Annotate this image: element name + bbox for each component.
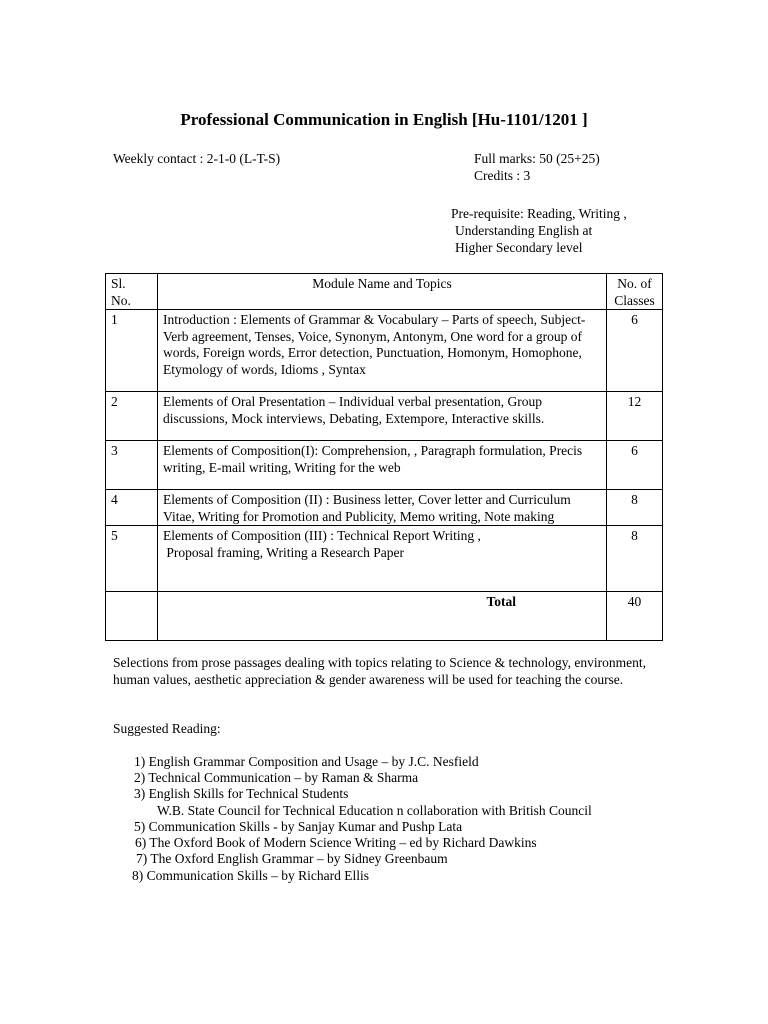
prerequisite-line-3: Higher Secondary level (455, 240, 583, 255)
row-classes: 8 (607, 490, 663, 526)
row-sl: 3 (106, 441, 158, 490)
row-topics: Introduction : Elements of Grammar & Vocabulary – Parts of speech, Subject-Verb agreement, Tenses, Voice, Synonym, Antonym, One word for a group of words, Foreign words, Error detection, Punctuation, Homonym, Homophone, Etymology of words, Idioms , Syntax (158, 310, 607, 392)
row-topics: Elements of Composition(I): Comprehension, , Paragraph formulation, Precis writing, E-mail writing, Writing for the web (158, 441, 607, 490)
table-row (106, 310, 663, 392)
weekly-contact: Weekly contact : 2-1-0 (L-T-S) (113, 151, 281, 166)
table-row (106, 441, 663, 490)
reading-item-6: 6) The Oxford Book of Modern Science Writing – ed by Richard Dawkins (135, 835, 537, 850)
suggested-reading-heading: Suggested Reading: (113, 721, 221, 736)
full-marks: Full marks: 50 (25+25) (474, 151, 600, 166)
row-classes: 6 (607, 310, 663, 392)
row-topics: Elements of Composition (II) : Business letter, Cover letter and Curriculum Vitae, Writing for Promotion and Publicity, Memo writing, Note making (158, 490, 607, 526)
row-topics (158, 526, 607, 592)
reading-item-3: 3) English Skills for Technical Students (134, 786, 349, 801)
reading-item-3-subline: W.B. State Council for Technical Education n collaboration with British Council (157, 803, 592, 818)
table-row (106, 526, 663, 592)
row-classes: 12 (607, 392, 663, 441)
prerequisite-line-2: Understanding English at (455, 223, 593, 238)
header-sl-line-2: No. (111, 292, 131, 308)
header-sl-line-1: Sl. (111, 276, 126, 291)
reading-item-8: 8) Communication Skills – by Richard Ellis (132, 868, 369, 883)
row-sl: 2 (106, 392, 158, 441)
row-sl: 5 (106, 526, 158, 592)
table-row (106, 392, 663, 441)
document-title: Professional Communication in English [Hu-1101/1201 ] (180, 110, 588, 129)
reading-item-7: 7) The Oxford English Grammar – by Sidney Greenbaum (136, 851, 448, 866)
prerequisite-line-1: Pre-requisite: Reading, Writing , (451, 206, 627, 221)
table-total-row (106, 592, 663, 641)
table-row (106, 490, 663, 526)
row-classes: 8 (607, 526, 663, 592)
row-topics-line-2: Proposal framing, Writing a Research Paper (163, 544, 405, 560)
header-sl-no (106, 274, 158, 310)
header-classes (607, 274, 663, 310)
total-label: Total (158, 592, 607, 641)
reading-item-2: 2) Technical Communication – by Raman & Sharma (134, 770, 419, 785)
credits: Credits : 3 (474, 168, 531, 183)
syllabus-table (105, 273, 663, 641)
reading-item-5: 5) Communication Skills - by Sanjay Kumar and Pushp Lata (134, 819, 463, 834)
reading-item-1: 1) English Grammar Composition and Usage – by J.C. Nesfield (134, 754, 479, 769)
row-topics: Elements of Oral Presentation – Individual verbal presentation, Group discussions, Mock interviews, Debating, Extempore, Interactive skills. (158, 392, 607, 441)
row-classes: 6 (607, 441, 663, 490)
header-classes-line-1: No. of (617, 276, 652, 291)
row-topics-line-1: Elements of Composition (III) : Technical Report Writing , (163, 528, 481, 543)
row-sl: 4 (106, 490, 158, 526)
selections-paragraph: Selections from prose passages dealing with topics relating to Science & technology, environment, human values, aesthetic appreciation & gender awareness will be used for teaching the course. (113, 655, 646, 687)
total-value: 40 (607, 592, 663, 641)
row-sl: 1 (106, 310, 158, 392)
table-header-row (106, 274, 663, 310)
header-classes-line-2: Classes (614, 292, 655, 308)
total-sl-empty (106, 592, 158, 641)
header-module: Module Name and Topics (158, 274, 607, 310)
